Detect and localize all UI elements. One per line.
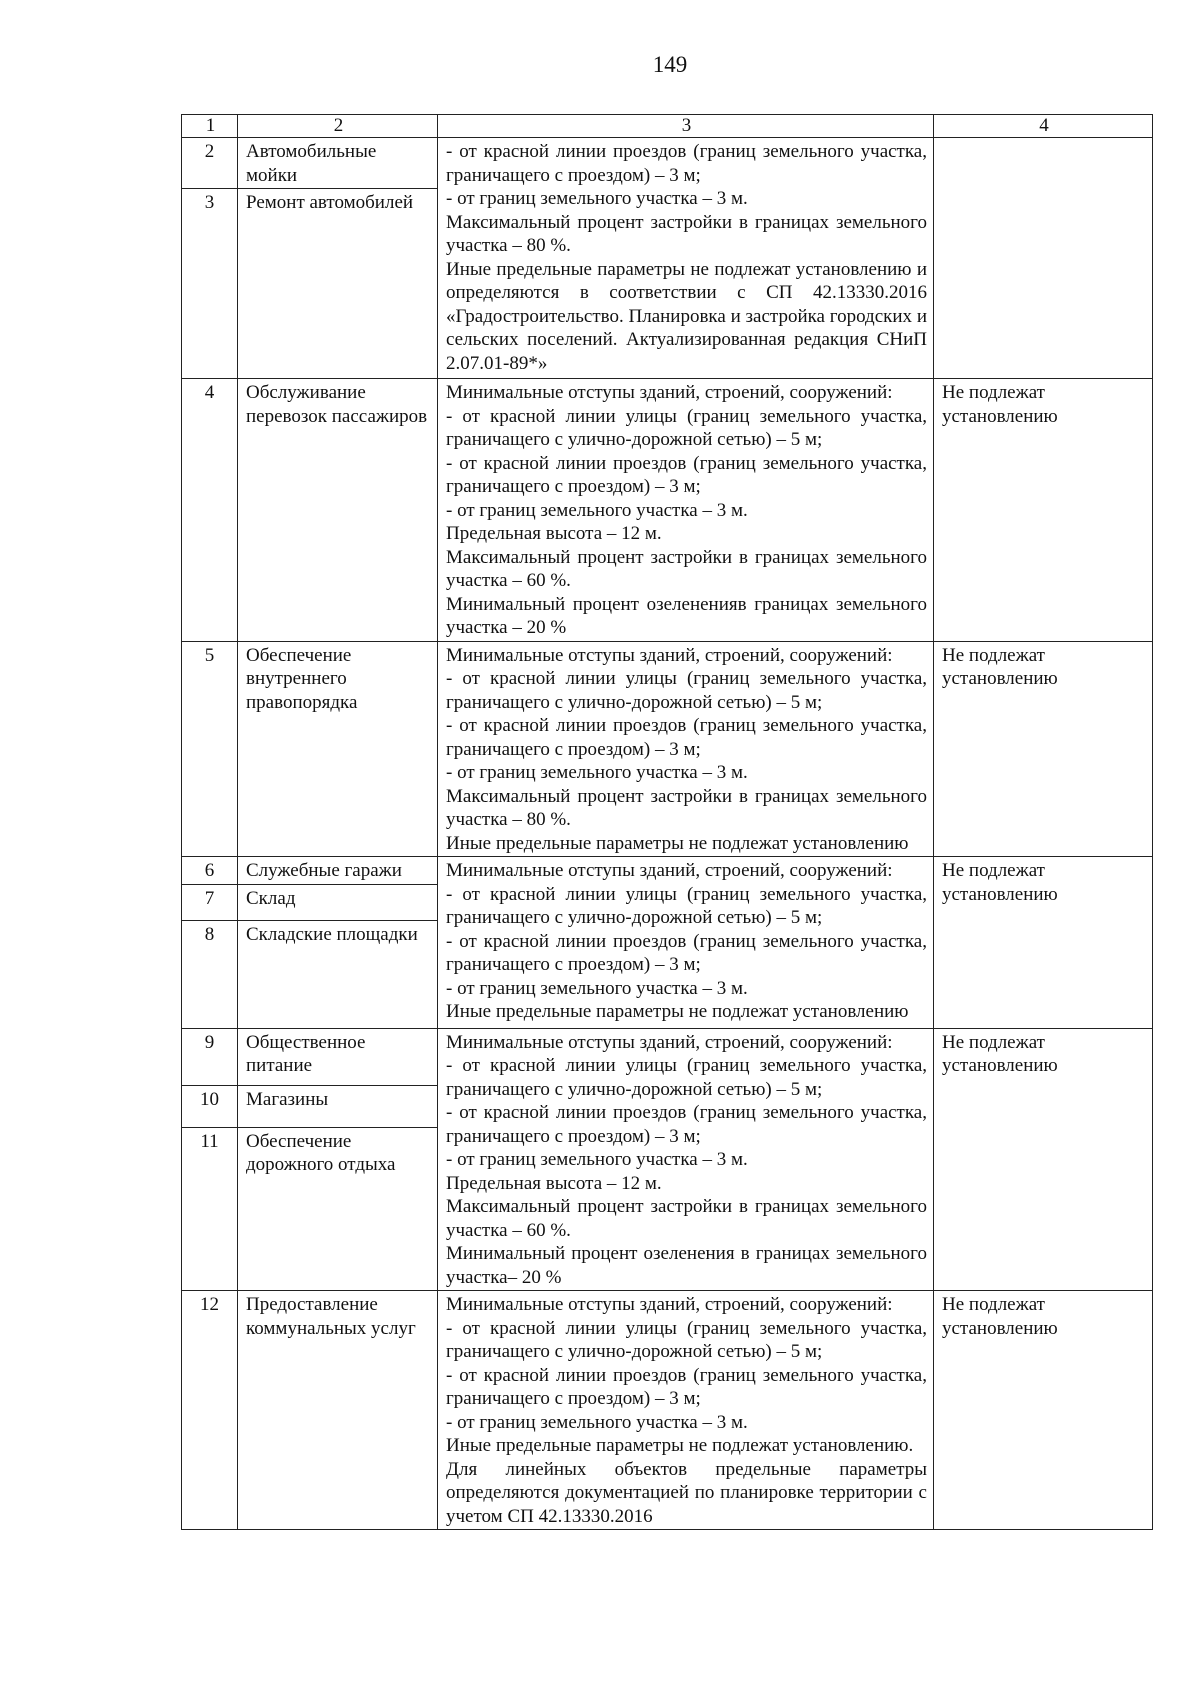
- row-note: Не подлежат установлению: [934, 1291, 1153, 1530]
- row-number: 3: [182, 189, 238, 379]
- row-note: Не подлежат установлению: [934, 857, 1153, 1029]
- row-name: Обеспечение дорожного отдыха: [238, 1127, 438, 1290]
- row-number: 9: [182, 1028, 238, 1085]
- row-number: 4: [182, 379, 238, 642]
- row-parameters: - от красной линии проездов (границ земельного участка, граничащего с проездом) – 3 м; - от границ земельного участка – 3 м. Максимальный процент застройки в границах земельного участка – 80 %. Иные предельные параметры не подлежат установлению и определяются в соответствии с СП 42.13330.2016 «Градостроительство. Планировка и застройка городских и сельских поселений. Актуализированная редакция СНиП 2.07.01-89*»: [438, 138, 934, 379]
- row-name: Общественное питание: [238, 1028, 438, 1085]
- row-name: Автомобильные мойки: [238, 138, 438, 189]
- row-note: Не подлежат установлению: [934, 379, 1153, 642]
- row-note: [934, 138, 1153, 379]
- row-note: Не подлежат установлению: [934, 641, 1153, 857]
- row-number: 5: [182, 641, 238, 857]
- row-name: Складские площадки: [238, 920, 438, 1028]
- row-name: Предоставление коммунальных услуг: [238, 1291, 438, 1530]
- row-note: Не подлежат установлению: [934, 1028, 1153, 1291]
- row-parameters: Минимальные отступы зданий, строений, сооружений: - от красной линии улицы (границ земельного участка, граничащего с улично-дорожной сетью) – 5 м; - от красной линии проездов (границ земельного участка, граничащего с проездом) – 3 м; - от границ земельного участка – 3 м. Иные предельные параметры не подлежат установлению. Для линейных объектов предельные параметры определяются документацией по планировке территории с учетом СП 42.13330.2016: [438, 1291, 934, 1530]
- row-number: 10: [182, 1085, 238, 1127]
- row-number: 12: [182, 1291, 238, 1530]
- table-row: [182, 379, 1153, 642]
- table-header-row: [182, 115, 1153, 138]
- row-parameters: Минимальные отступы зданий, строений, сооружений: - от красной линии улицы (границ земельного участка, граничащего с улично-дорожной сетью) – 5 м; - от красной линии проездов (границ земельного участка, граничащего с проездом) – 3 м; - от границ земельного участка – 3 м. Иные предельные параметры не подлежат установлению: [438, 857, 934, 1029]
- row-name: Ремонт автомобилей: [238, 189, 438, 379]
- row-name: Обеспечение внутреннего правопорядка: [238, 641, 438, 857]
- header-col-2: 2: [238, 115, 438, 138]
- table-row: [182, 857, 1153, 885]
- row-number: 8: [182, 920, 238, 1028]
- header-col-4: 4: [934, 115, 1153, 138]
- row-name: Служебные гаражи: [238, 857, 438, 885]
- row-number: 2: [182, 138, 238, 189]
- table-row: [182, 641, 1153, 857]
- row-name: Склад: [238, 884, 438, 920]
- regulations-table: [181, 114, 1153, 1530]
- page-number: 149: [652, 52, 688, 77]
- row-name: Обслуживание перевозок пассажиров: [238, 379, 438, 642]
- table-row: [182, 1291, 1153, 1530]
- table-row: [182, 1028, 1153, 1085]
- row-number: 7: [182, 884, 238, 920]
- row-number: 6: [182, 857, 238, 885]
- row-parameters: Минимальные отступы зданий, строений, сооружений: - от красной линии улицы (границ земельного участка, граничащего с улично-дорожной сетью) – 5 м; - от красной линии проездов (границ земельного участка, граничащего с проездом) – 3 м; - от границ земельного участка – 3 м. Максимальный процент застройки в границах земельного участка – 80 %. Иные предельные параметры не подлежат установлению: [438, 641, 934, 857]
- header-col-3: 3: [438, 115, 934, 138]
- header-col-1: 1: [182, 115, 238, 138]
- row-parameters: Минимальные отступы зданий, строений, сооружений: - от красной линии улицы (границ земельного участка, граничащего с улично-дорожной сетью) – 5 м; - от красной линии проездов (границ земельного участка, граничащего с проездом) – 3 м; - от границ земельного участка – 3 м. Предельная высота – 12 м. Максимальный процент застройки в границах земельного участка – 60 %. Минимальный процент озеленения в границах земельного участка– 20 %: [438, 1028, 934, 1291]
- row-parameters: Минимальные отступы зданий, строений, сооружений: - от красной линии улицы (границ земельного участка, граничащего с улично-дорожной сетью) – 5 м; - от красной линии проездов (границ земельного участка, граничащего с проездом) – 3 м; - от границ земельного участка – 3 м. Предельная высота – 12 м. Максимальный процент застройки в границах земельного участка – 60 %. Минимальный процент озелененияв границах земельного участка – 20 %: [438, 379, 934, 642]
- table-row: [182, 138, 1153, 189]
- row-name: Магазины: [238, 1085, 438, 1127]
- row-number: 11: [182, 1127, 238, 1290]
